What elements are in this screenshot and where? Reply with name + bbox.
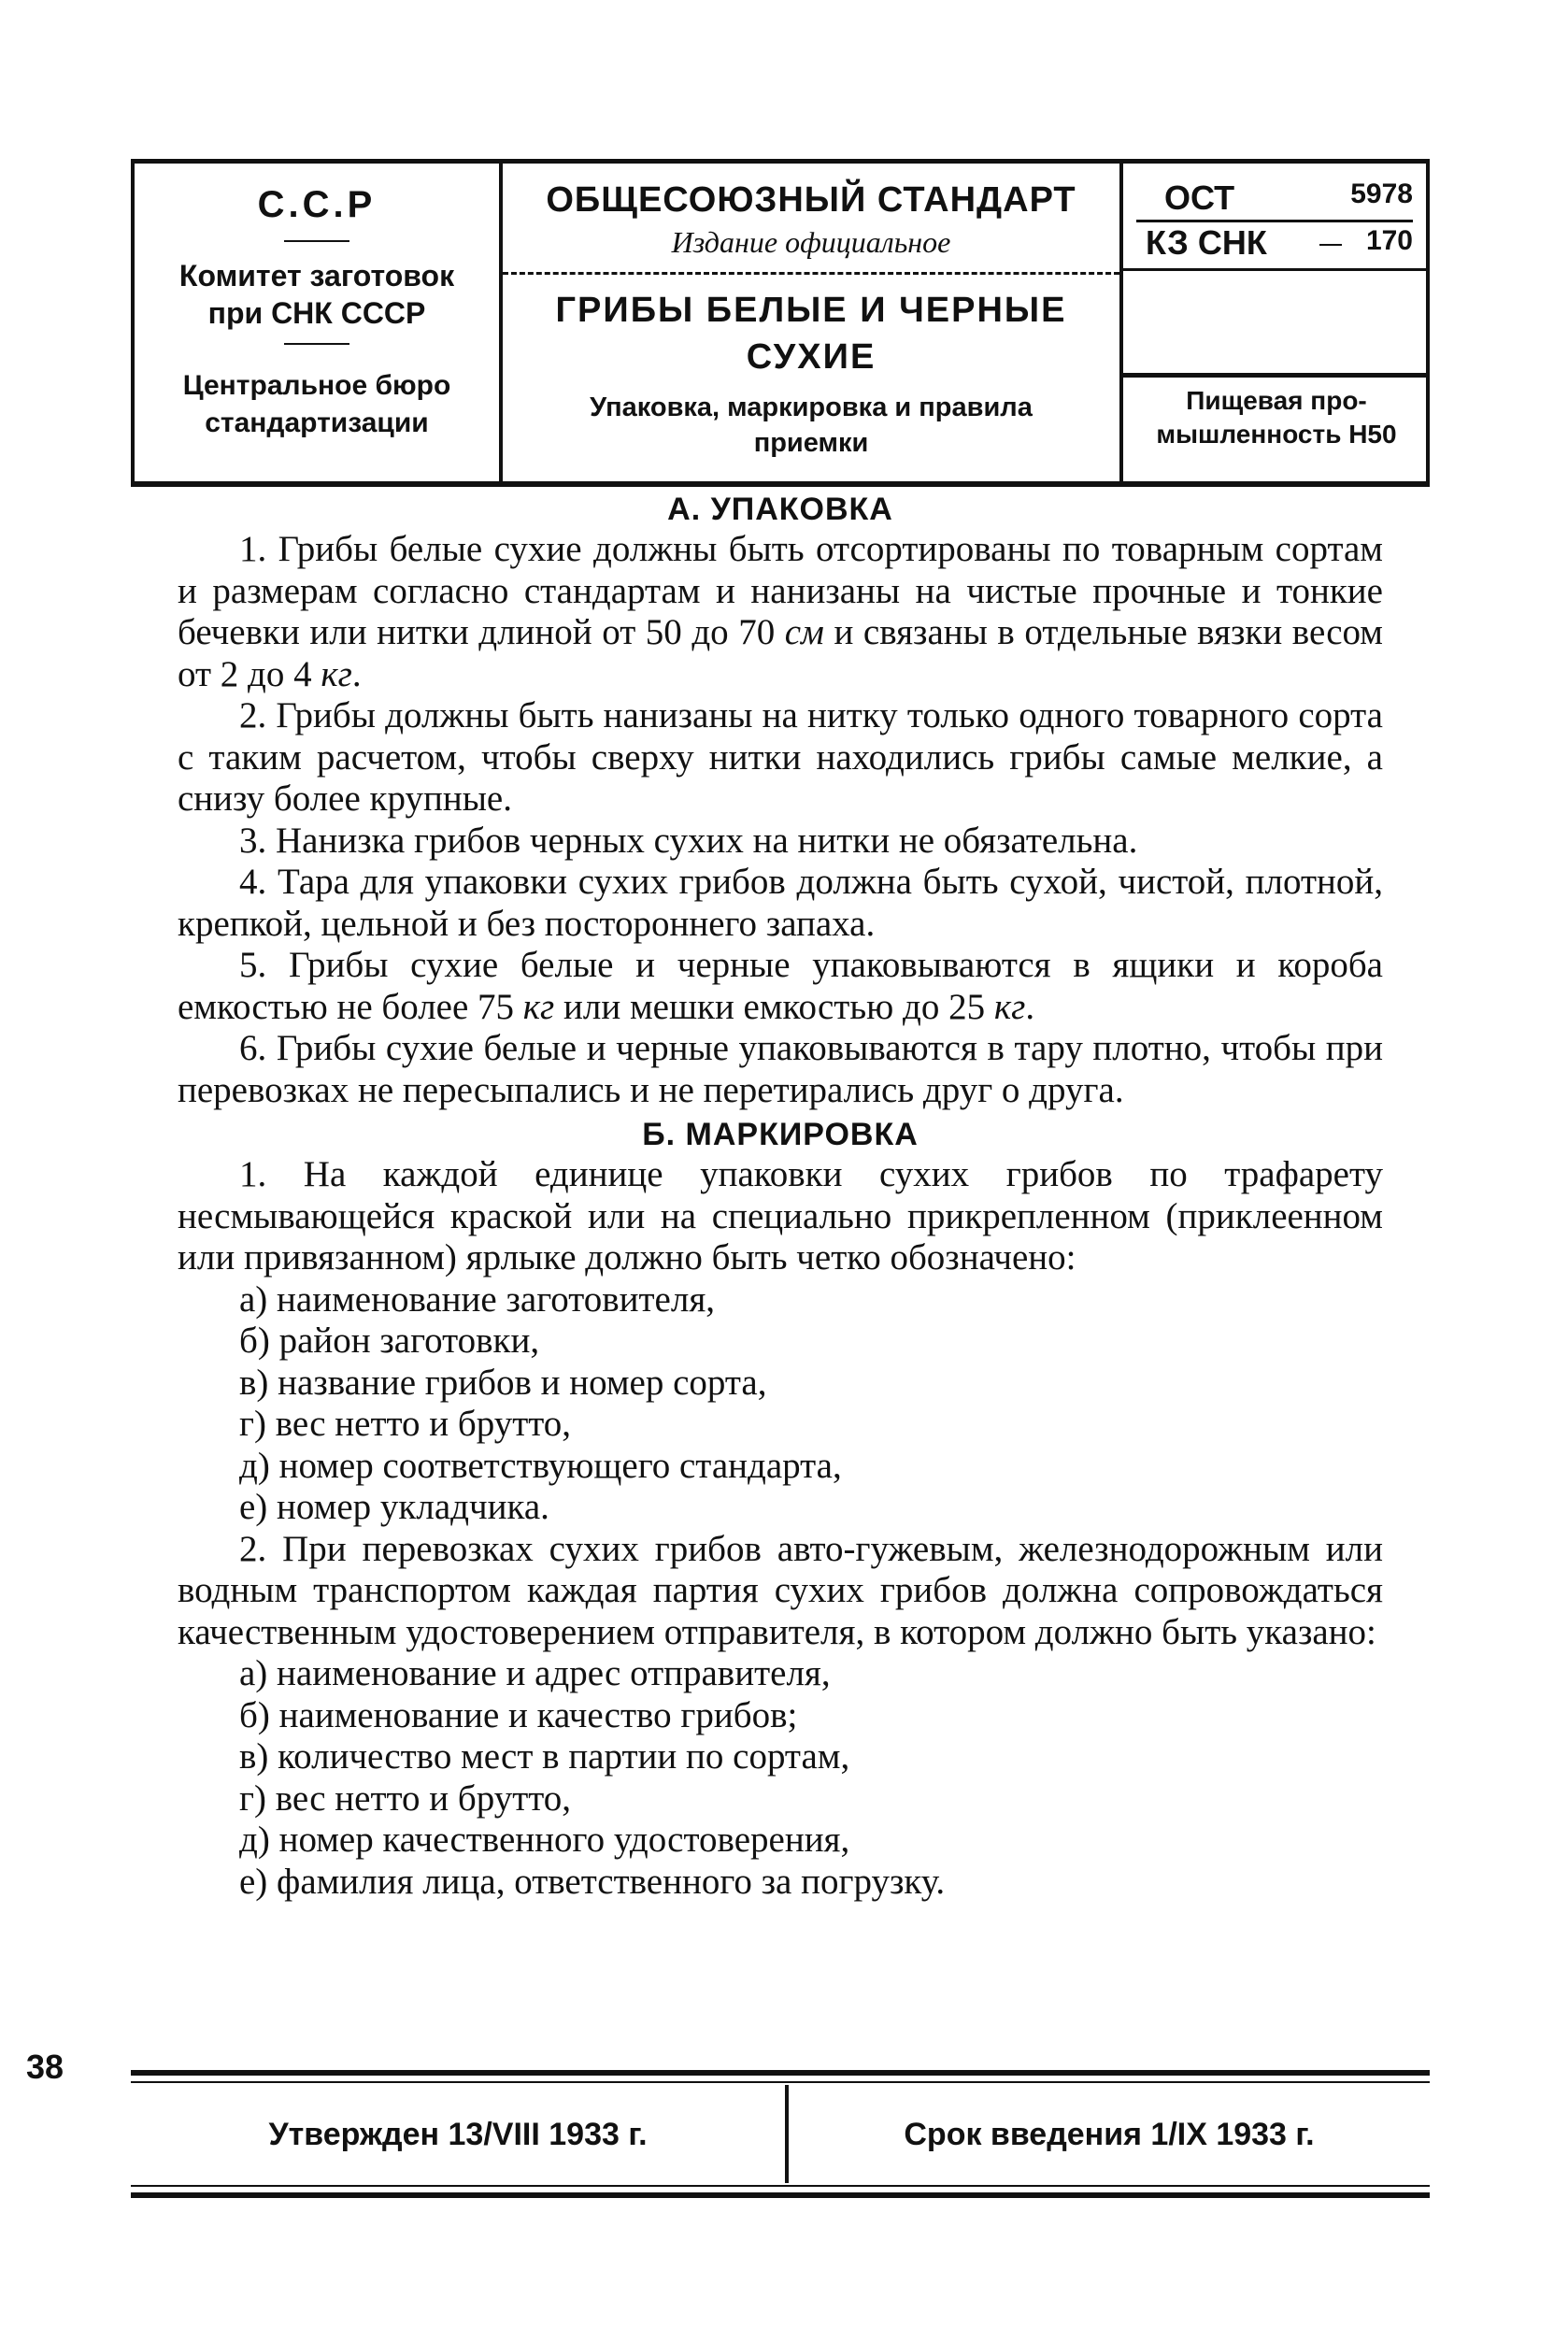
page-number: 38	[26, 2048, 64, 2086]
list-item: е) номер укладчика.	[239, 1487, 549, 1527]
paragraph: 1. Грибы белые сухие должны быть отсортированы по товарным сортам и размерам согласно стандартам и нанизаны на чистые прочные и тонкие бечевки или нитки длиной от 50 до 70 см и связаны в отдельные вязки весом от 2 до 4 кг.	[178, 529, 1383, 694]
divider	[131, 2185, 1430, 2187]
section-title-packaging: А. УПАКОВКА	[667, 492, 893, 527]
list-item: в) название грибов и номер сорта,	[239, 1362, 767, 1403]
kz-code: КЗ СНК 170	[1146, 223, 1413, 262]
list-item: д) номер качественного удостоверения,	[239, 1820, 850, 1860]
paragraph: 6. Грибы сухие белые и черные упаковываются в тару плотно, чтобы при перевозках не пересыпались и не перетирались друг о друга.	[178, 1028, 1383, 1110]
divider	[131, 2081, 1430, 2083]
list-item: б) наименование и качество грибов;	[239, 1694, 798, 1735]
paragraph: 4. Тара для упаковки сухих грибов должна быть сухой, чистой, плотной, крепкой, цельной и без постороннего запаха.	[178, 862, 1383, 944]
edition-label: Издание официальное	[671, 225, 951, 259]
paragraph: 2. При перевозках сухих грибов авто-гужевым, железнодорожным или водным транспортом каждая партия сухих грибов должна сопровождаться качественным удостоверением отправителя, в котором должно быть указано:	[178, 1528, 1383, 1652]
standard-footer	[131, 2070, 1430, 2198]
divider	[284, 343, 349, 345]
list-item: е) фамилия лица, ответственного за погрузку.	[239, 1861, 946, 1902]
list-item: г) вес нетто и брутто,	[239, 1404, 572, 1444]
list-item: в) количество мест в партии по сортам,	[239, 1736, 850, 1777]
list-item: а) наименование заготовителя,	[239, 1278, 716, 1320]
header-title-column	[503, 164, 1123, 481]
industry-label: Пищевая про- мышленность Н50	[1156, 386, 1397, 449]
ost-code: ОСТ 5978	[1164, 178, 1413, 217]
header-issuer-column	[135, 164, 503, 481]
committee-label: Комитет заготовок при СНК СССР	[178, 259, 455, 330]
approval-date: Утвержден 13/VIII 1933 г.	[268, 2117, 648, 2152]
bureau-label: Центральное бюро стандартизации	[182, 370, 451, 438]
paragraph: 1. На каждой единице упаковки сухих грибов по трафарету несмывающейся краской или на специально прикрепленном (приклеенном или привязанном) ярлыке должно быть четко обозначено:	[178, 1154, 1383, 1278]
paragraph: 3. Нанизка грибов черных сухих на нитки не обязательна.	[239, 820, 1138, 861]
country-label: С.С.Р	[257, 184, 377, 225]
certificate-list	[178, 1653, 1383, 1903]
divider	[1123, 268, 1426, 271]
effective-date: Срок введения 1/IX 1933 г.	[904, 2117, 1315, 2152]
paragraph: 2. Грибы должны быть нанизаны на нитку только одного товарного сорта с таким расчетом, чтобы сверху нитки находились грибы самые мелкие, а снизу более крупные.	[178, 695, 1383, 819]
header-code-column	[1123, 164, 1426, 481]
dash	[1319, 244, 1342, 246]
product-title: ГРИБЫ БЕЛЫЕ И ЧЕРНЫЕ СУХИЕ	[555, 291, 1067, 377]
standard-subtitle: Упаковка, маркировка и правила приемки	[590, 393, 1033, 458]
standard-header-table	[131, 159, 1430, 487]
list-item: а) наименование и адрес отправителя,	[239, 1653, 831, 1693]
divider	[503, 272, 1119, 275]
document-body	[178, 486, 1383, 1903]
list-item: д) номер соответствующего стандарта,	[239, 1445, 842, 1486]
standard-type: ОБЩЕСОЮЗНЫЙ СТАНДАРТ	[546, 180, 1076, 220]
list-item: г) вес нетто и брутто,	[239, 1777, 572, 1819]
section-title-marking: Б. МАРКИРОВКА	[642, 1117, 919, 1152]
divider	[284, 240, 349, 242]
divider	[1123, 373, 1426, 378]
paragraph: 5. Грибы сухие белые и черные упаковываются в ящики и короба емкостью не более 75 кг или мешки емкостью до 25 кг.	[178, 945, 1383, 1027]
marking-list	[178, 1279, 1383, 1529]
list-item: б) район заготовки,	[239, 1320, 540, 1361]
document-page	[131, 159, 1430, 2152]
